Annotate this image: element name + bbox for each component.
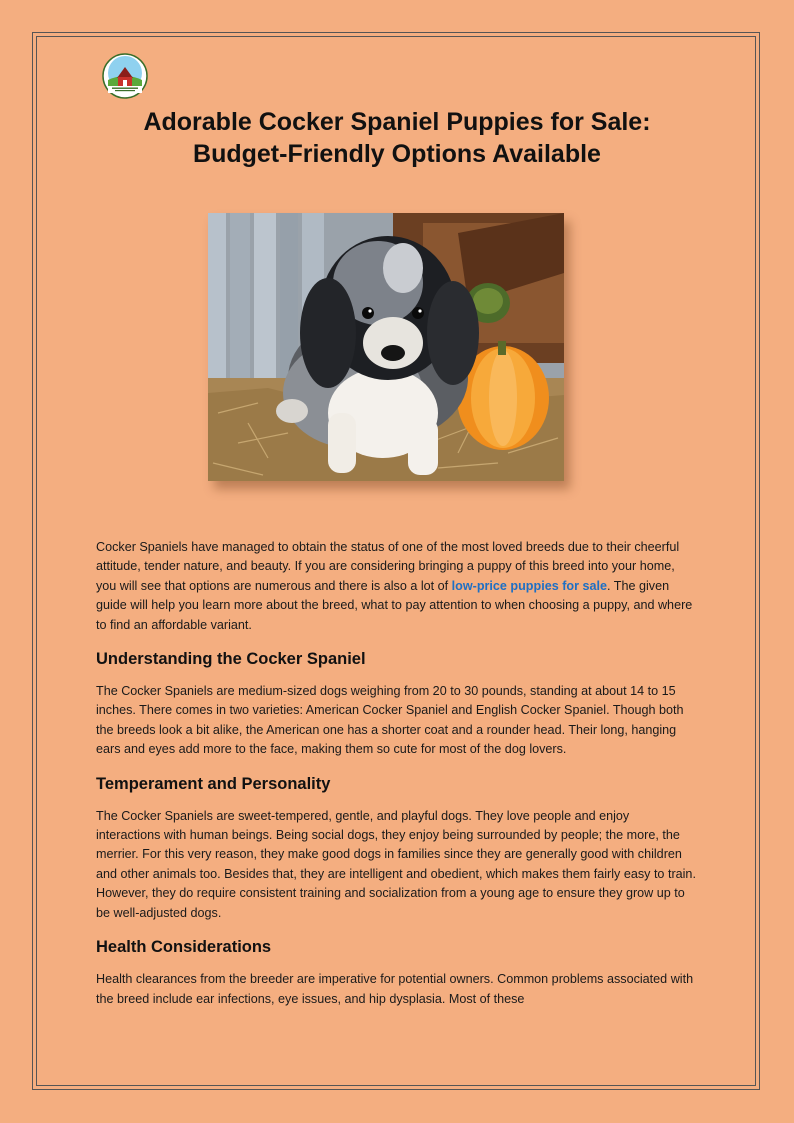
section-body-health: Health clearances from the breeder are imperative for potential owners. Common problems associated with the breed include ear infections, eye issues, and hip dysplasia. Most of these [96,972,694,1006]
section-body-temperament: The Cocker Spaniels are sweet-tempered, gentle, and playful dogs. They love people and enjoy interactions with human beings. Being social dogs, they enjoy being surrounded by people; the more, the merrier. For this very reason, they make good dogs in families since they are generally good with children and other animals too. Besides that, they are intelligent and obedient, which makes them fairly easy to train. However, they do require consistent training and socialization from a young age to ensure they grow up to be well-adjusted dogs. [96,808,696,920]
intro-paragraph [96,538,696,635]
section-heading-temperament: Temperament and Personality [96,774,331,793]
intro-text-before: Cocker Spaniels have managed to obtain the status of one of the most loved breeds due to their cheerful attitude, tender nature, and beauty. If you are considering bringing a puppy of this breed into your home, you will see that options are numerous and there is also a lot of [96,540,680,593]
article-body [96,538,696,1022]
low-price-puppies-link[interactable]: low-price puppies for sale [451,578,607,593]
page-title [60,106,734,170]
section-body-understanding: The Cocker Spaniels are medium-sized dogs weighing from 20 to 30 pounds, standing at about 14 to 15 inches. There comes in two varieties: American Cocker Spaniel and English Cocker Spaniel. Though both the breeds look a bit alike, the American one has a shorter coat and a rounder head. Their long, hanging ears and eyes add more to the face, making them so cute for most of the dog lovers. [96,684,684,757]
intro-text-after: . The given guide will help you learn more about the breed, what to pay attention to when choosing a puppy, and where to find an affordable variant. [96,578,693,632]
title-line-1: Adorable Cocker Spaniel Puppies for Sale: [143,108,651,136]
section-heading-understanding: Understanding the Cocker Spaniel [96,650,366,669]
section-heading-health: Health Considerations [96,938,272,957]
cocker-spaniel-puppy-photo [208,213,564,481]
farm-barn-logo-icon[interactable] [102,53,148,99]
title-line-2: Budget-Friendly Options Available [193,140,601,168]
